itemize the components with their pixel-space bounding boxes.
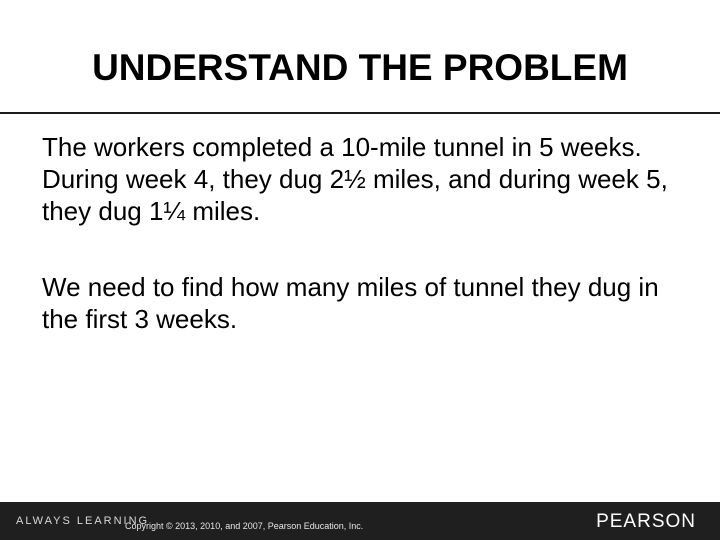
title-divider <box>0 112 720 114</box>
footer-copyright: Copyright © 2013, 2010, and 2007, Pearson Education, Inc. <box>125 521 364 531</box>
footer-bar <box>0 502 720 540</box>
problem-goal: We need to find how many miles of tunnel they dug in the first 3 weeks. <box>42 272 659 334</box>
pearson-logo: PEARSON <box>596 511 696 532</box>
slide-title: UNDERSTAND THE PROBLEM <box>92 47 628 88</box>
slide-body <box>42 131 692 335</box>
footer-tagline: ALWAYS LEARNING <box>16 515 150 527</box>
problem-statement: The workers completed a 10-mile tunnel in 5 weeks. During week 4, they dug 2½ miles, and during week 5, they dug 1¼ miles. <box>42 132 668 226</box>
